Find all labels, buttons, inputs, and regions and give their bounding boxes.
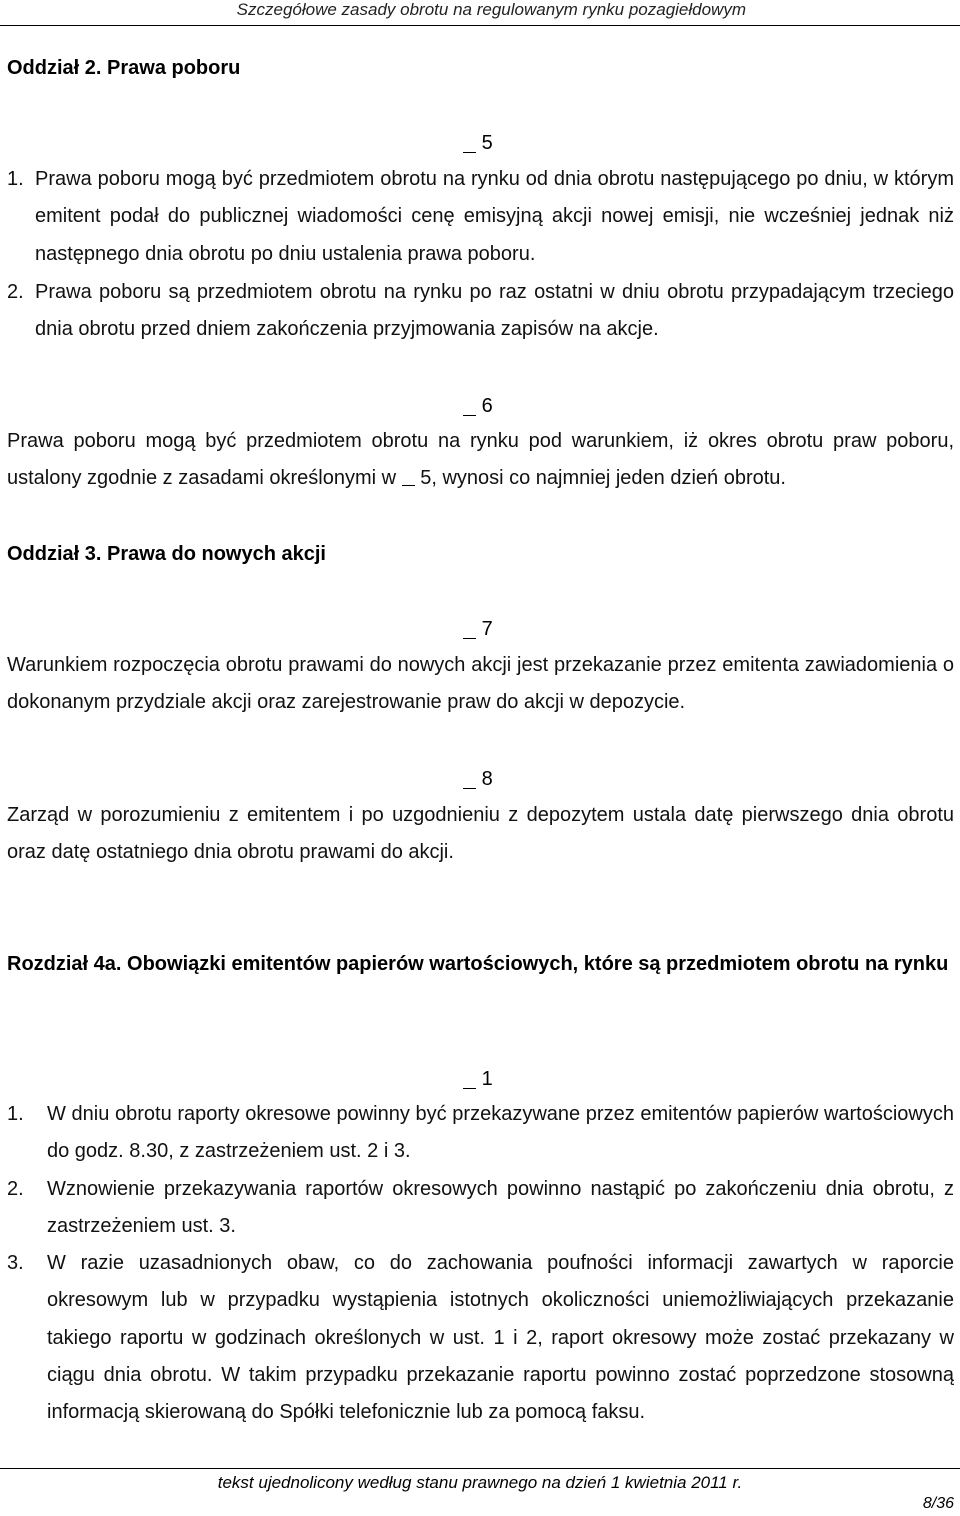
s5-item-1: 1. Prawa poboru mogą być przedmiotem obrotu na rynku od dnia obrotu następującego po dniu, w którym emitent podał do publicznej wiadomości cenę emisyjną akcji nowej emisji, nie wcześniej jednak niż następnego dnia obrotu po dniu ustalenia prawa poboru. [7, 168, 954, 265]
footer-divider [0, 1468, 960, 1469]
running-footer: tekst ujednolicony według stanu prawnego na dzień 1 kwietnia 2011 r. [217, 1473, 743, 1492]
s7-text: Warunkiem rozpoczęcia obrotu prawami do nowych akcji jest przekazanie przez emitenta zawiadomienia o dokonanym przydziale akcji oraz zarejestrowanie praw do akcji w depozycie. [7, 654, 954, 714]
paragraph-number-8: 8 [463, 765, 493, 793]
paragraph-number-5: 5 [463, 129, 493, 157]
running-header: Szczegółowe zasady obrotu na regulowanym rynku pozagiełdowym [236, 0, 746, 19]
list-item: 1. W dniu obrotu raporty okresowe powinny być przekazywane przez emitentów papierów wartościowych do godz. 8.30, z zastrzeżeniem ust. 2 i 3. [7, 1103, 954, 1163]
list-item: 3. W razie uzasadnionych obaw, co do zachowania poufności informacji zawartych w raporcie okresowym lub w przypadku wystąpienia istotnych okoliczności uniemożliwiających przekazanie takiego raportu w godzinach określonych w ust. 1 i 2, raport okresowy może zostać przekazany w ciągu dnia obrotu. W takim przypadku przekazanie raportu powinno zostać poprzedzone stosowną informacją skierowaną do Spółki telefonicznie lub za pomocą faksu. [7, 1252, 954, 1424]
section-sign-icon [402, 471, 415, 486]
section-sign-icon [463, 1068, 476, 1089]
paragraph-number-6: 6 [463, 392, 493, 420]
section-sign-icon [463, 132, 476, 153]
section-sign-icon [463, 395, 476, 416]
list-item: 2. Wznowienie przekazywania raportów okresowych powinno nastąpić po zakończeniu dnia obrotu, z zastrzeżeniem ust. 3. [7, 1178, 954, 1238]
header-divider [0, 25, 960, 26]
section-heading-oddzial-3: Oddział 3. Prawa do nowych akcji [7, 543, 326, 565]
section-sign-icon [463, 768, 476, 789]
section-heading-oddzial-2: Oddział 2. Prawa poboru [7, 57, 241, 79]
s6-text: Prawa poboru mogą być przedmiotem obrotu na rynku pod warunkiem, iż okres obrotu praw poboru, ustalony zgodnie z zasadami określonymi w 5, wynosi co najmniej jeden dzień obrotu. [7, 430, 954, 490]
chapter-heading-rozdzial-4a: Rozdział 4a. Obowiązki emitentów papierów wartościowych, które są przedmiotem obrotu na rynku [7, 953, 949, 975]
s8-text: Zarząd w porozumieniu z emitentem i po uzgodnieniu z depozytem ustala datę pierwszego dnia obrotu oraz datę ostatniego dnia obrotu prawami do akcji. [7, 804, 954, 864]
section-sign-icon [463, 618, 476, 639]
paragraph-number-7: 7 [463, 615, 493, 643]
s5-item-2: 2. Prawa poboru są przedmiotem obrotu na rynku po raz ostatni w dniu obrotu przypadającym trzeciego dnia obrotu przed dniem zakończenia przyjmowania zapisów na akcje. [7, 281, 954, 341]
page-number: 8/36 [922, 1495, 954, 1512]
paragraph-number-1: 1 [463, 1065, 493, 1093]
